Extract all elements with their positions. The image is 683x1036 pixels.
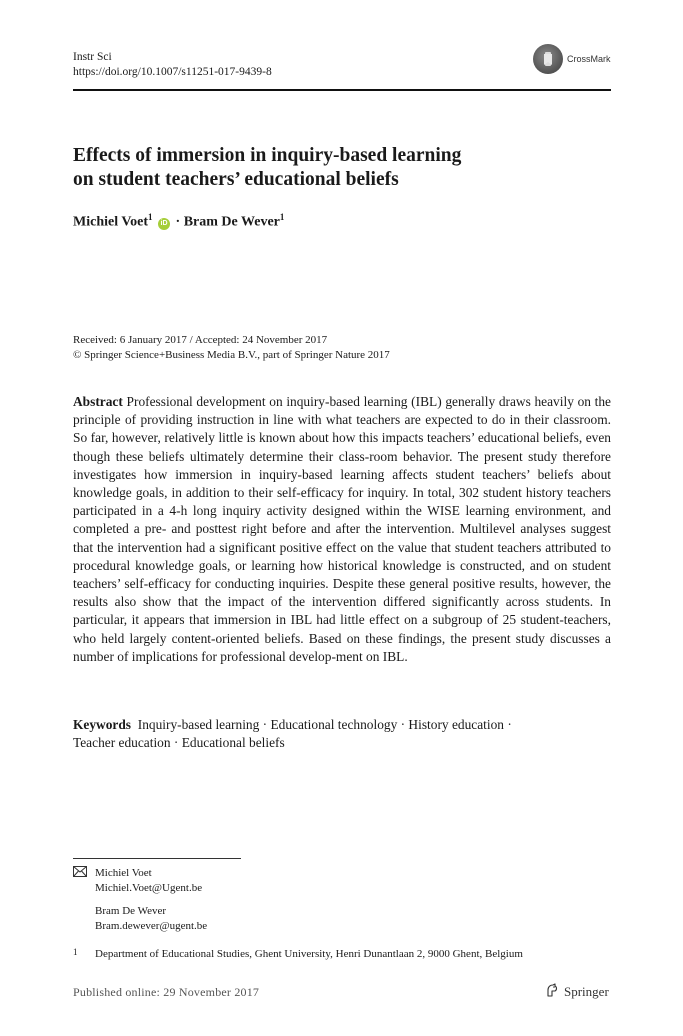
springer-horse-icon — [544, 982, 560, 1002]
contact-name: Bram De Wever — [95, 905, 166, 917]
affiliation-text: Department of Educational Studies, Ghent University, Henri Dunantlaan 2, 9000 Ghent, Belgium — [95, 948, 523, 960]
contact-email[interactable]: Michiel.Voet@Ugent.be — [95, 881, 203, 894]
contact-block-2 — [95, 904, 207, 933]
author-separator: · — [175, 214, 181, 230]
keywords-line-2: Teacher education · Educational beliefs — [73, 735, 285, 751]
title-line-2: on student teachers’ educational beliefs — [73, 169, 399, 190]
springer-label: Springer — [564, 984, 609, 999]
keywords — [73, 716, 611, 752]
keywords-label: Keywords — [73, 717, 132, 732]
doi-link[interactable]: https://doi.org/10.1007/s11251-017-9439-8 — [73, 66, 272, 78]
contact-email[interactable]: Bram.dewever@ugent.be — [95, 919, 208, 932]
published-date: Published online: 29 November 2017 — [73, 985, 260, 999]
footnote-rule — [73, 858, 241, 859]
copyright-line: © Springer Science+Business Media B.V., part of Springer Nature 2017 — [73, 349, 390, 361]
author-name[interactable]: Bram De Wever — [183, 214, 280, 230]
crossmark-icon — [533, 44, 563, 74]
orcid-icon[interactable]: iD — [158, 218, 170, 230]
keywords-line-1: Inquiry-based learning · Educational technology · History education · — [137, 717, 512, 732]
abstract-label: Abstract — [73, 394, 123, 409]
header-rule — [73, 89, 611, 91]
email-icon — [73, 866, 87, 882]
author-affil-sup: 1 — [148, 212, 153, 222]
springer-logo — [544, 982, 609, 1002]
abstract — [73, 393, 611, 666]
crossmark-badge[interactable] — [533, 44, 611, 74]
contact-block-1 — [95, 866, 202, 895]
article-title — [73, 144, 613, 192]
affiliation-number: 1 — [73, 947, 78, 957]
crossmark-label: CrossMark — [567, 54, 611, 64]
journal-name: Instr Sci — [73, 51, 112, 63]
received-accepted: Received: 6 January 2017 / Accepted: 24 November 2017 — [73, 334, 328, 346]
author-list — [73, 212, 284, 231]
author-affil-sup: 1 — [279, 212, 285, 222]
author-name[interactable]: Michiel Voet — [73, 214, 149, 230]
contact-name: Michiel Voet — [95, 867, 152, 879]
article-dates — [73, 333, 613, 363]
title-line-1: Effects of immersion in inquiry-based learning — [73, 145, 462, 166]
abstract-text: Professional development on inquiry-based learning (IBL) generally draws heavily on the principle of providing instruction in line with what teachers are expected to do in their classroom. So far, however, relatively little is known about how this impacts teachers’ educational beliefs, even though these beliefs ultimately determine their class-room behavior. The present study therefore investigates how immersion in inquiry-based learning affects student teachers’ beliefs about knowledge goals, in addition to their self-efficacy for inquiry. In total, 302 student history teachers participated in a 4-h long inquiry activity designed within the WISE learning environment, and completed a pre- and posttest right before and after the intervention. Multilevel analyses suggest that the intervention had a significant positive effect on the value that student teachers attributed to procedural knowledge goals, or learning how historical knowledge is constructed, and on student teachers’ self-efficacy for conducting inquiries. Despite these general positive results, however, the results also show that the impact of the intervention differed significantly across students. In particular, it appears that immersion in IBL had little effect on a subgroup of 25 student-teachers, who held largely content-oriented beliefs. Based on these findings, the present study discusses a number of implications for professional develop-ment on IBL. — [73, 394, 611, 664]
